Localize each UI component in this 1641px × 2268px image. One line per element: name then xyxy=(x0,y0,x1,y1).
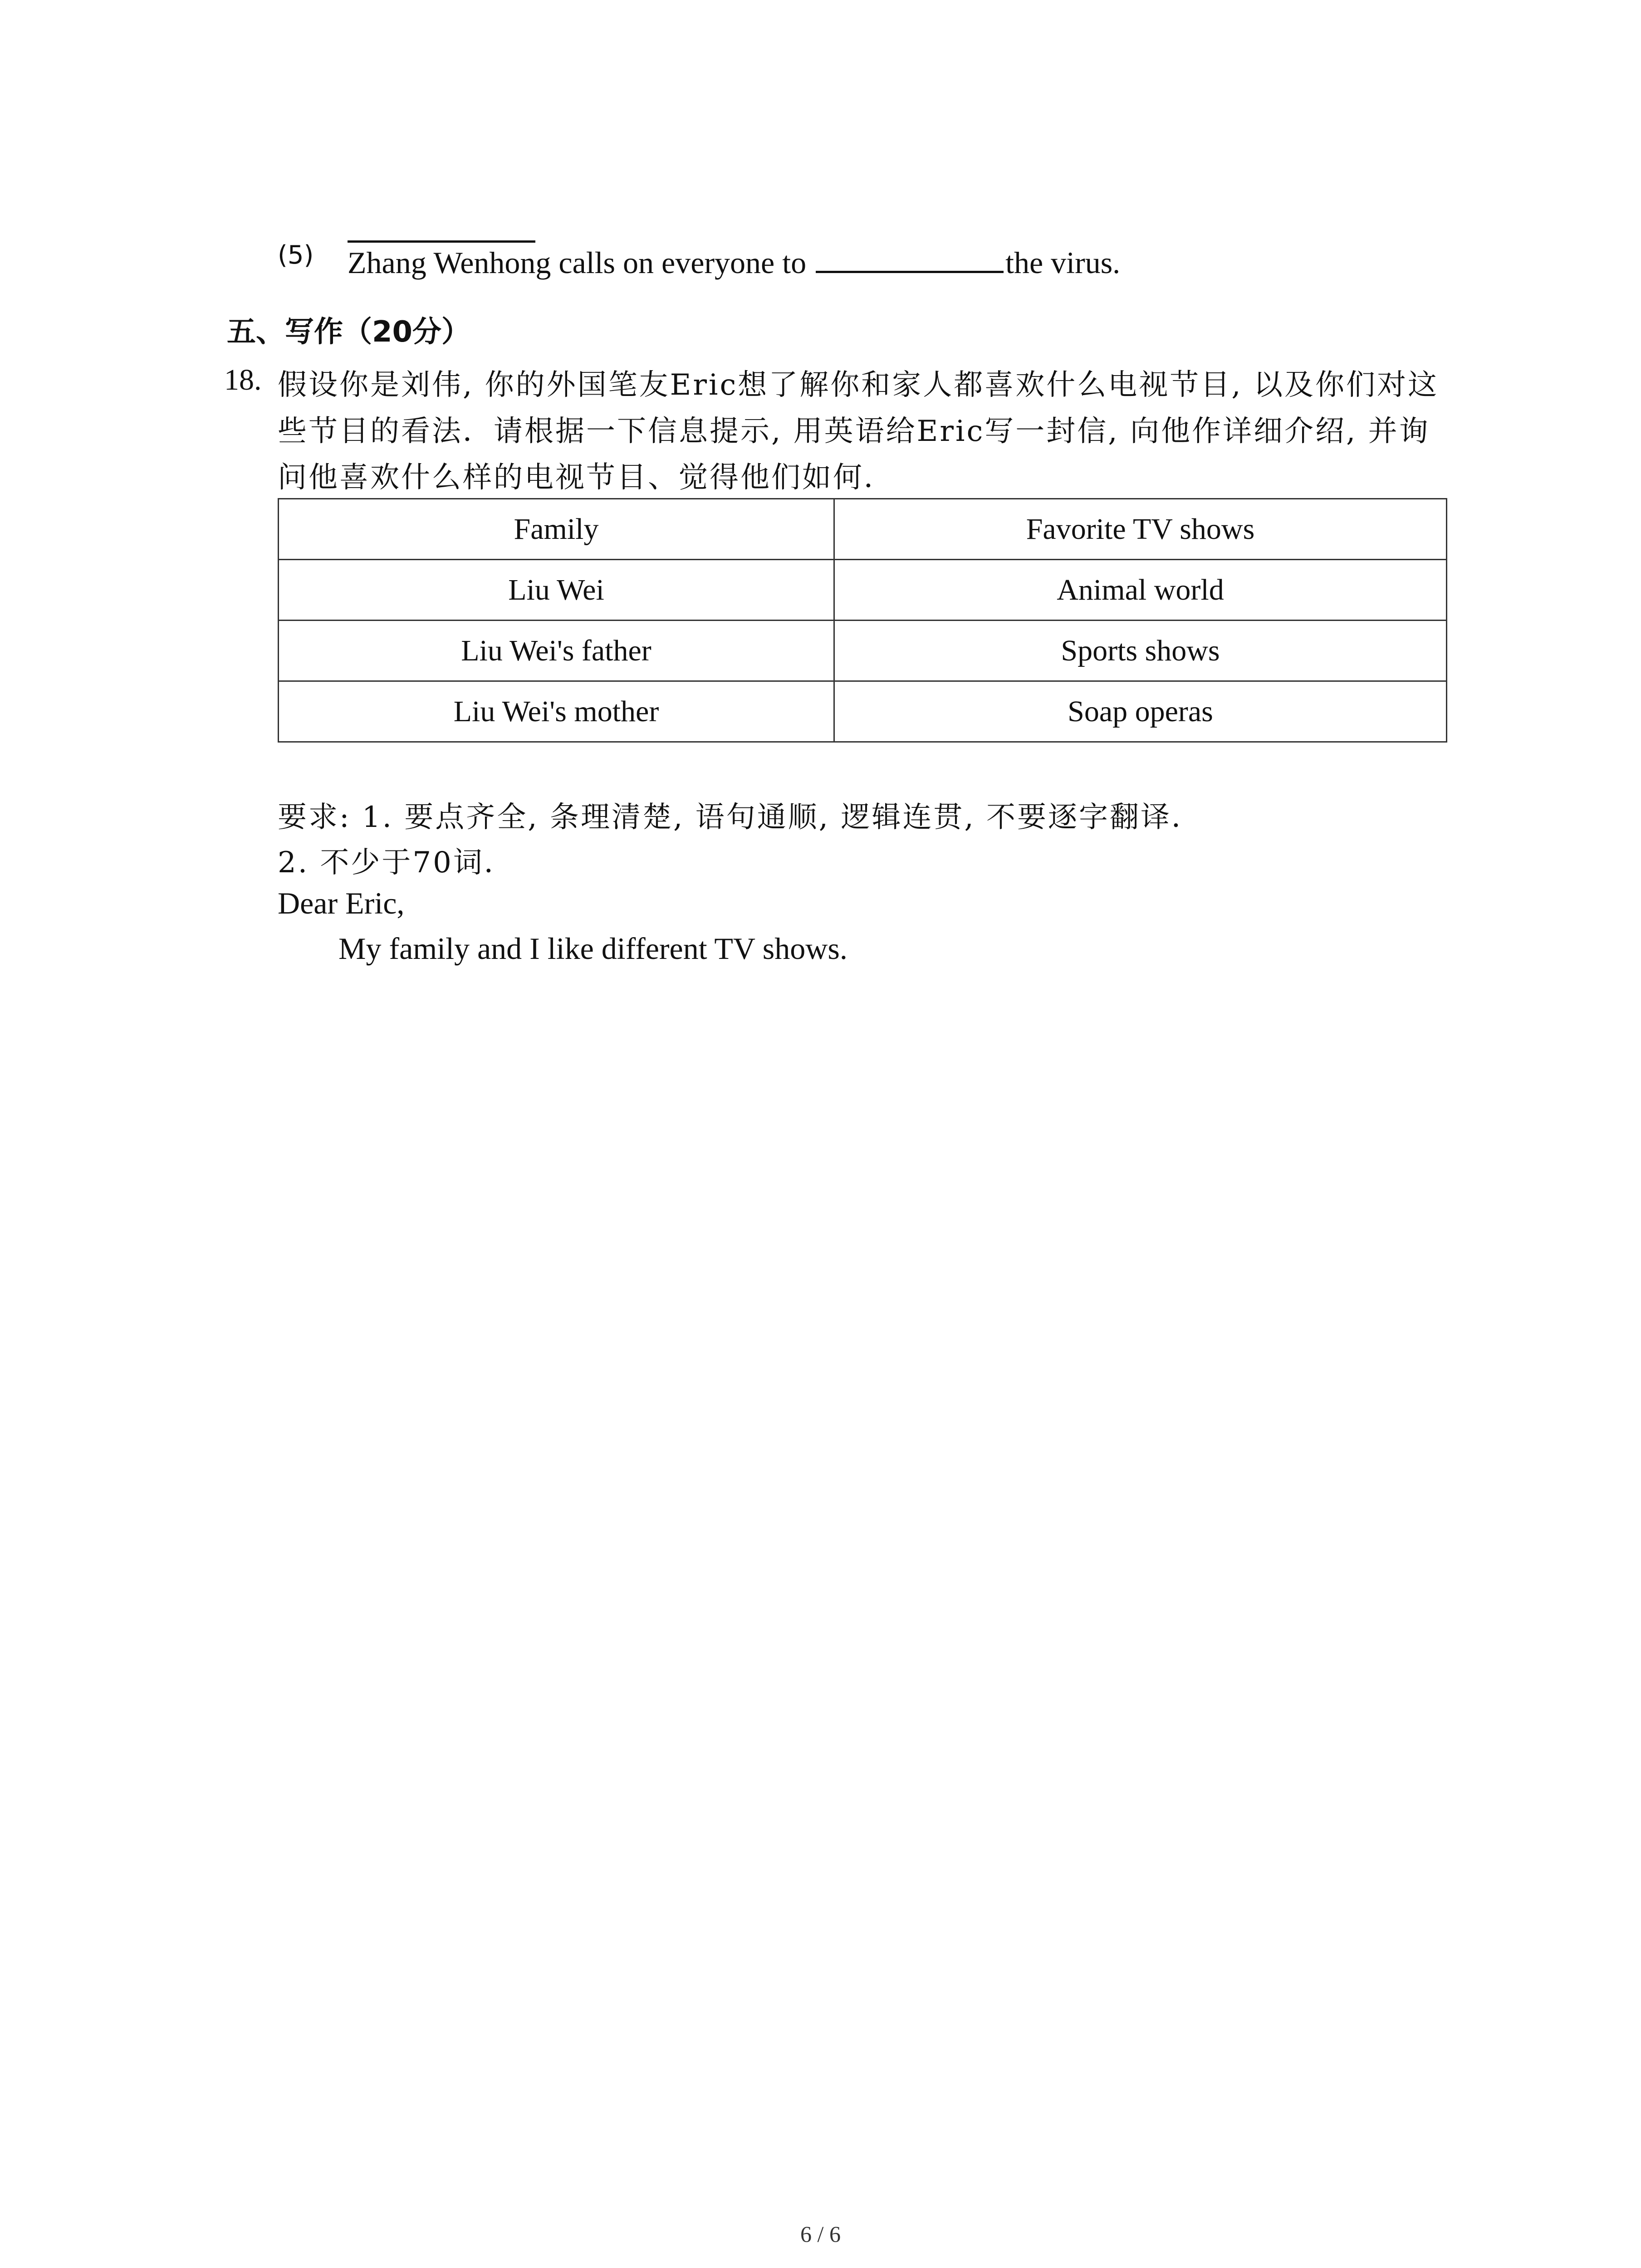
table-row xyxy=(279,621,1447,681)
table-cell-show: Soap operas xyxy=(834,681,1447,742)
page-number: 6 / 6 xyxy=(800,2221,841,2247)
table-header-family: Family xyxy=(279,499,834,560)
table-header-favorite-shows: Favorite TV shows xyxy=(834,499,1447,560)
letter-salutation: Dear Eric, xyxy=(278,886,405,920)
item-5-sentence xyxy=(348,245,1120,281)
item-5-number: (5) xyxy=(278,240,314,270)
table-header-row xyxy=(279,499,1447,560)
item-5-blank xyxy=(816,245,1004,273)
table-cell-show: Animal world xyxy=(834,560,1447,621)
table-cell-show: Sports shows xyxy=(834,621,1447,681)
letter-opening-sentence: My family and I like different TV shows. xyxy=(338,931,847,966)
table-cell-family: Liu Wei's mother xyxy=(279,681,834,742)
table-row xyxy=(279,681,1447,742)
requirement-2: 2. 不少于70词． xyxy=(278,846,515,880)
item-5-text-after: the virus. xyxy=(1005,245,1121,280)
item-5-text-before: Zhang Wenhong calls on everyone to xyxy=(348,245,807,280)
tv-shows-table xyxy=(278,498,1447,743)
question-18-number: 18. xyxy=(224,363,262,396)
table-cell-family: Liu Wei's father xyxy=(279,621,834,681)
requirement-1: 要求: 1. 要点齐全, 条理清楚, 语句通顺, 逻辑连贯, 不要逐字翻译． xyxy=(278,801,1203,834)
table-cell-family: Liu Wei xyxy=(279,560,834,621)
question-18-prompt: 假设你是刘伟, 你的外国笔友Eric想了解你和家人都喜欢什么电视节目, 以及你们对这些节目的看法．请根据一下信息提示, 用英语给Eric写一封信, 向他作详细介绍, 并询问他喜欢什么样的电视节目、觉得他们如何． xyxy=(278,368,1439,494)
section-heading-writing: 五、写作（20分） xyxy=(227,315,471,349)
item-5-answer-line xyxy=(348,240,535,243)
table-row xyxy=(279,560,1447,621)
